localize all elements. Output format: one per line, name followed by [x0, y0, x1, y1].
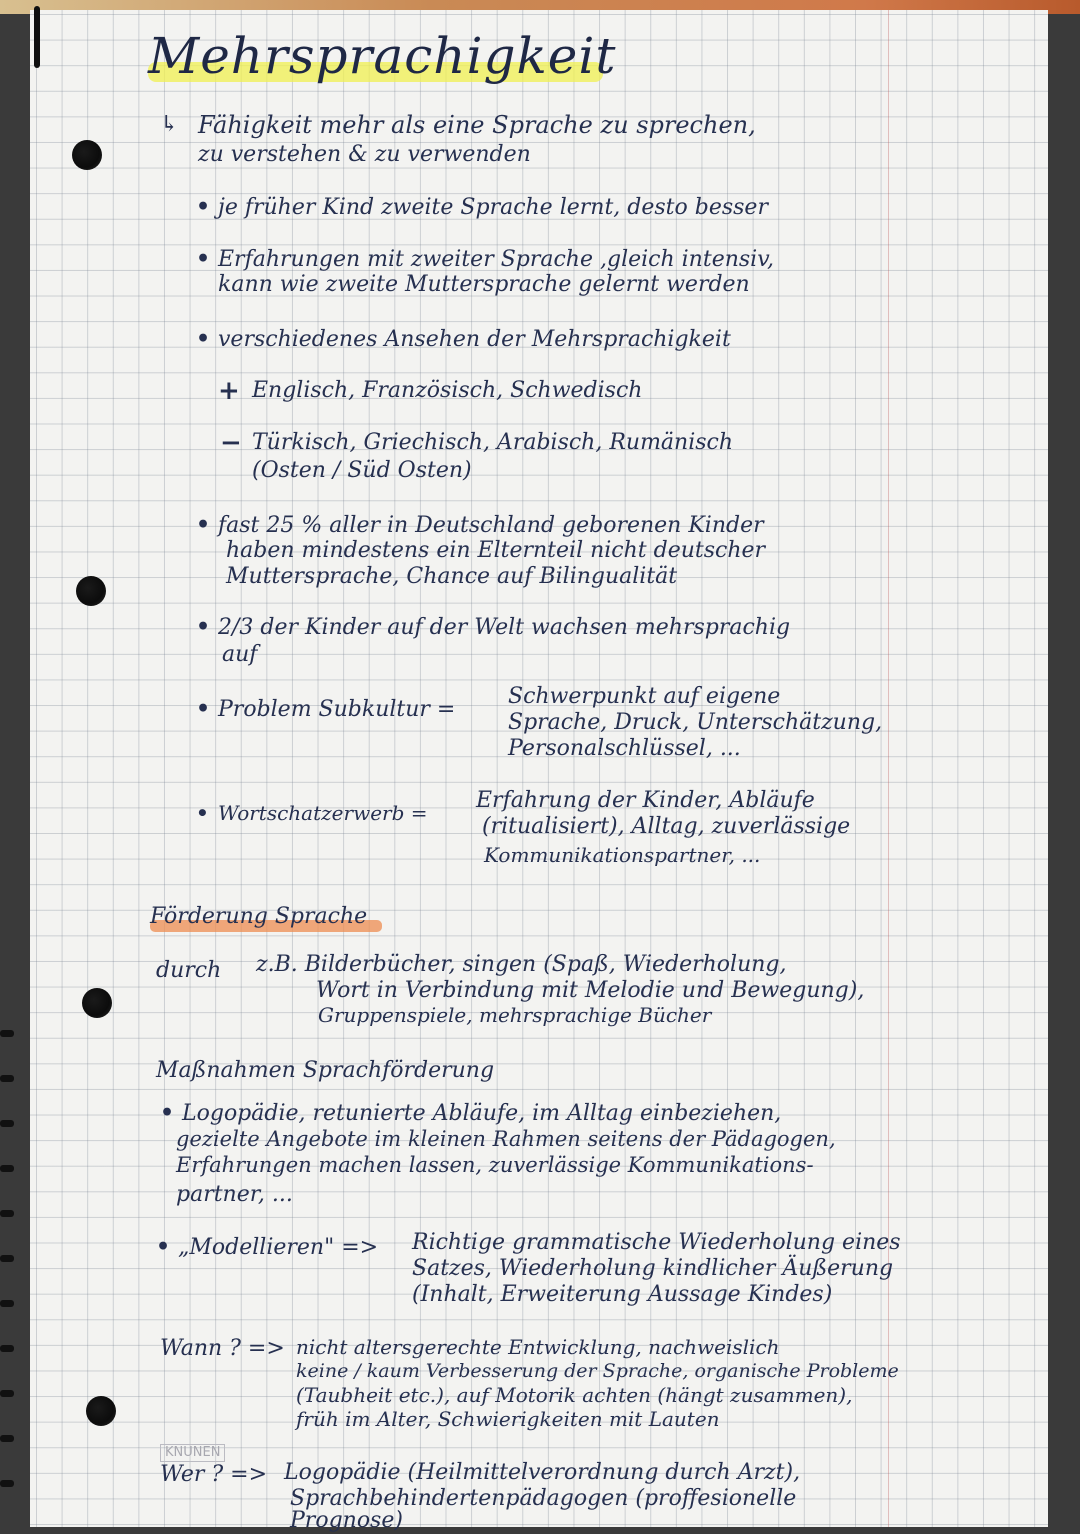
wortschatzerwerb-label: Wortschatzerwerb = [218, 801, 428, 825]
plus-icon: + [218, 376, 240, 406]
bullet-item: • fast 25 % aller in Deutschland geborenen Kinder [196, 512, 764, 538]
bullet-text: je früher Kind zweite Sprache lernt, desto besser [218, 195, 768, 220]
punch-hole-1 [72, 140, 102, 170]
modellieren-line-2: Satzes, Wiederholung kindlicher Äußerung [412, 1256, 894, 1281]
massnahmen-line-3: Erfahrungen machen lassen, zuverlässige Kommunikations- [176, 1153, 814, 1177]
binding-mark [0, 1435, 14, 1442]
modellieren-line-1: Richtige grammatische Wiederholung eines [412, 1230, 901, 1255]
bullet-text: fast 25 % aller in Deutschland geborenen Kinder [218, 513, 764, 538]
bullet-item: • „Modellieren" => [156, 1234, 379, 1260]
bullet-text: Muttersprache, Chance auf Bilingualität [226, 564, 678, 589]
bullet-item: • 2/3 der Kinder auf der Welt wachsen mehrsprachig [196, 614, 791, 640]
bullet-item: • Problem Subkultur = [196, 696, 456, 722]
binding-mark [0, 1390, 14, 1397]
bullet-item: • verschiedenes Ansehen der Mehrsprachigkeit [196, 326, 731, 352]
wer-label: Wer ? => [160, 1462, 268, 1487]
wann-line-2: keine / kaum Verbesserung der Sprache, organische Probleme [296, 1360, 899, 1382]
bullet-text: Schwerpunkt auf eigene [508, 684, 781, 709]
wer-line-2: Sprachbehindertenpädagogen (proffesionelle [290, 1486, 797, 1511]
negative-languages: Türkisch, Griechisch, Arabisch, Rumänisch [252, 430, 734, 455]
negative-languages-region: (Osten / Süd Osten) [252, 458, 472, 483]
massnahmen-line-2: gezielte Angebote im kleinen Rahmen seitens der Pädagogen, [176, 1127, 836, 1151]
margin-line [888, 10, 889, 1527]
foerderung-line-1: z.B. Bilderbücher, singen (Spaß, Wiederholung, [256, 952, 787, 977]
massnahmen-line-4: partner, ... [176, 1182, 293, 1207]
binding-mark [0, 1075, 14, 1082]
bullet-text: haben mindestens ein Elternteil nicht deutscher [226, 538, 766, 563]
problem-subkultur-label: Problem Subkultur = [218, 697, 456, 722]
bullet-text: Erfahrungen mit zweiter Sprache ,gleich intensiv, [218, 247, 775, 272]
bullet-text: 2/3 der Kinder auf der Welt wachsen mehrsprachig [218, 615, 791, 640]
bullet-item: • Erfahrungen mit zweiter Sprache ,gleich intensiv, [196, 246, 775, 272]
binding-mark [0, 1165, 14, 1172]
binding-mark [0, 1480, 14, 1487]
definition-arrow: ↳ [160, 112, 179, 137]
wer-line-1: Logopädie (Heilmittelverordnung durch Arzt), [284, 1460, 801, 1485]
binding-mark [0, 1030, 14, 1037]
wann-line-3: (Taubheit etc.), auf Motorik achten (hängt zusammen), [296, 1383, 853, 1407]
foerderung-line-3: Gruppenspiele, mehrsprachige Bücher [318, 1003, 712, 1027]
foerderung-heading: Förderung Sprache [150, 904, 368, 929]
wann-label: Wann ? => [160, 1336, 285, 1361]
bullet-text: kann wie zweite Muttersprache gelernt werden [218, 272, 750, 297]
positive-languages: Englisch, Französisch, Schwedisch [252, 378, 643, 403]
punch-hole-3 [82, 988, 112, 1018]
definition-line-1: Fähigkeit mehr als eine Sprache zu sprechen, [198, 111, 756, 139]
scanner-watermark: KNUNEN [160, 1444, 225, 1462]
durch-label: durch [156, 958, 222, 983]
foerderung-line-2: Wort in Verbindung mit Melodie und Bewegung), [316, 978, 865, 1003]
definition-line-2: zu verstehen & zu verwenden [198, 142, 531, 167]
bullet-text: Sprache, Druck, Unterschätzung, [508, 710, 883, 735]
binding-mark [0, 1120, 14, 1127]
bullet-text: Personalschlüssel, ... [508, 736, 741, 761]
pen-mark [34, 6, 40, 68]
punch-hole-4 [86, 1396, 116, 1426]
wer-line-3: Prognose) [290, 1508, 403, 1533]
modellieren-label: „Modellieren" => [178, 1235, 379, 1260]
wann-line-1: nicht altersgerechte Entwicklung, nachweislich [296, 1335, 780, 1359]
bullet-text: (ritualisiert), Alltag, zuverlässige [482, 814, 851, 839]
bullet-text: auf [222, 642, 258, 667]
massnahmen-heading: Maßnahmen Sprachförderung [156, 1058, 495, 1083]
bullet-item: • Wortschatzerwerb = [196, 801, 428, 825]
binding-mark [0, 1300, 14, 1307]
massnahmen-line-1: Logopädie, retunierte Abläufe, im Alltag einbeziehen, [182, 1101, 782, 1126]
bullet-item: • je früher Kind zweite Sprache lernt, desto besser [196, 194, 768, 220]
binding-mark [0, 1345, 14, 1352]
modellieren-line-3: (Inhalt, Erweiterung Aussage Kindes) [412, 1282, 833, 1307]
bullet-text: verschiedenes Ansehen der Mehrsprachigkeit [218, 327, 731, 352]
minus-icon: − [220, 428, 242, 458]
page-title: Mehrsprachigkeit [148, 27, 617, 85]
wann-line-4: früh im Alter, Schwierigkeiten mit Lauten [296, 1407, 720, 1431]
binding-mark [0, 1210, 14, 1217]
bullet-item: • Logopädie, retunierte Abläufe, im Alltag einbeziehen, [160, 1100, 782, 1126]
bullet-text: Kommunikationspartner, ... [484, 843, 761, 867]
bullet-text: Erfahrung der Kinder, Abläufe [476, 788, 815, 813]
binding-mark [0, 1255, 14, 1262]
punch-hole-2 [76, 576, 106, 606]
